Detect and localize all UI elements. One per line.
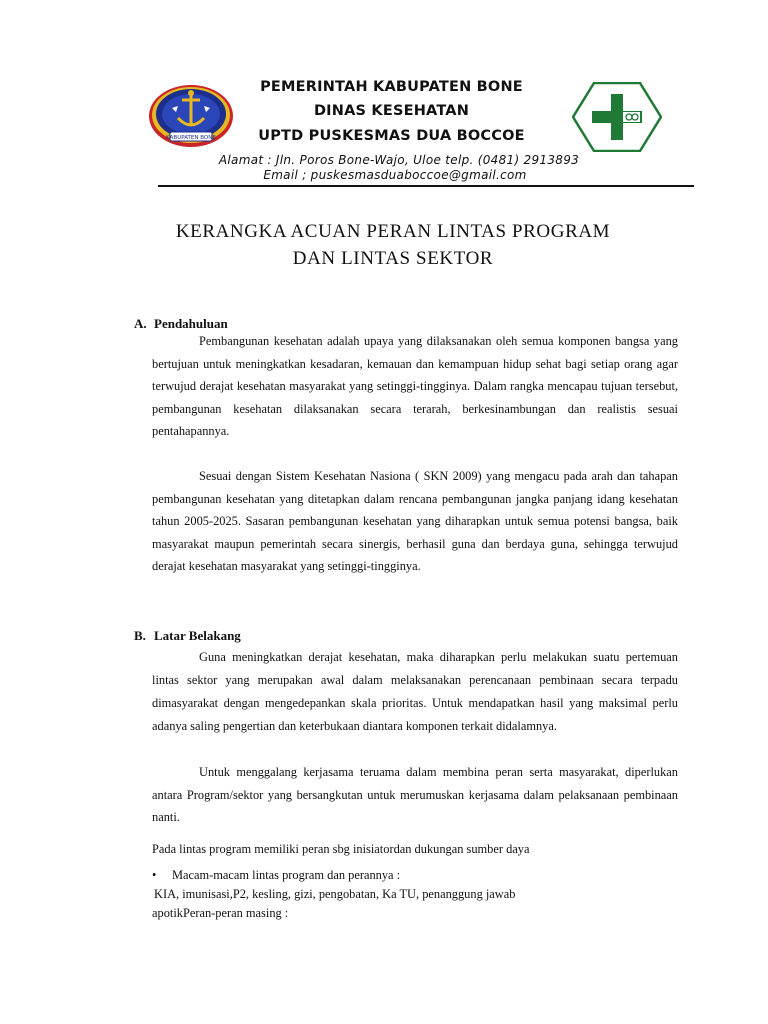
letterhead-address: Alamat : Jln. Poros Bone-Wajo, Uloe telp. (0481) 2913893 — [218, 153, 580, 167]
emblem-label: KABUPATEN BONE — [166, 135, 216, 141]
section-b-heading — [134, 628, 241, 644]
program-list-line1: KIA, imunisasi,P2, kesling, gizi, pengobatan, Ka TU, penanggung jawab — [154, 887, 516, 901]
letterhead-divider — [158, 185, 694, 187]
document-title-line2: DAN LINTAS SEKTOR — [292, 248, 494, 269]
letterhead-department: DINAS KESEHATAN — [313, 103, 470, 119]
bullet-item — [152, 868, 400, 883]
letterhead-email: Email ; puskesmasduaboccoe@gmail.com — [263, 168, 527, 182]
section-a-paragraph-1 — [152, 330, 678, 443]
section-b-paragraph-2-text: Untuk menggalang kerjasama teruama dalam membina peran serta masyarakat, diperlukan antara Program/sektor yang bersangkutan untuk merumuskan kerjasama dalam pelaksanaan pembinaan nanti. — [152, 765, 678, 824]
letterhead-government: PEMERINTAH KABUPATEN BONE — [260, 79, 523, 95]
section-a-paragraph-2 — [152, 465, 678, 578]
section-b-paragraph-2 — [152, 761, 678, 829]
document-title-line1: KERANGKA ACUAN PERAN LINTAS PROGRAM — [175, 221, 611, 242]
program-role-note: Pada lintas program memiliki peran sbg inisiatordan dukungan sumber daya — [152, 842, 530, 856]
section-a-title: Pendahuluan — [154, 316, 228, 331]
bullet-text: Macam-macam lintas program dan perannya : — [172, 868, 401, 882]
bullet-symbol: • — [152, 868, 157, 882]
section-b-paragraph-1-text: Guna meningkatkan derajat kesehatan, maka diharapkan perlu melakukan suatu pertemuan lintas sektor yang merupakan awal dalam melaksanakan perencanaan pembinaan secara terpadu dimasyarakat dengan mengedepankan skala prioritas. Untuk mendapatkan hasil yang maksimal perlu adanya saling pengertian dan keterbukaan diantara komponen terkait didalamnya. — [152, 650, 678, 733]
letterhead-unit: UPTD PUSKESMAS DUA BOCCOE — [258, 128, 525, 144]
section-a-paragraph-2-text: Sesuai dengan Sistem Kesehatan Nasiona ( SKN 2009) yang mengacu pada arah dan tahapan pembangunan kesehatan yang ditetapkan dalam rencana pembangunan jangka panjang idang kesehatan tahun 2005-2025. Sasaran pembangunan kesehatan yang diharapkan untuk semua potensi bangsa, baik masyarakat maupun pemerintah secara sinergis, berhasil guna dan berdaya guna, sehingga terwujud derajat kesehatan masyarakat yang setinggi-tingginya. — [152, 469, 678, 573]
section-a-paragraph-1-text: Pembangunan kesehatan adalah upaya yang dilaksanakan oleh semua komponen bangsa yang bertujuan untuk meningkatkan kesadaran, kemauan dan kemampuan hidup sehat bagi setiap orang agar terwujud derajat kesehatan masyarakat yang setinggi-tingginya. Dalam rangka mencapau tujuan tersebut, pembangunan kesehatan dilaksanakan secara terarah, berkesinambungan dan realistis sesuai pentahapannya. — [152, 334, 678, 438]
puskesmas-logo — [572, 82, 662, 152]
section-b-paragraph-1 — [152, 646, 678, 738]
program-list-line2: apotikPeran-peran masing : — [152, 906, 289, 920]
section-b-title: Latar Belakang — [154, 628, 241, 643]
section-b-letter: B. — [134, 628, 146, 643]
section-a-letter: A. — [134, 316, 147, 331]
